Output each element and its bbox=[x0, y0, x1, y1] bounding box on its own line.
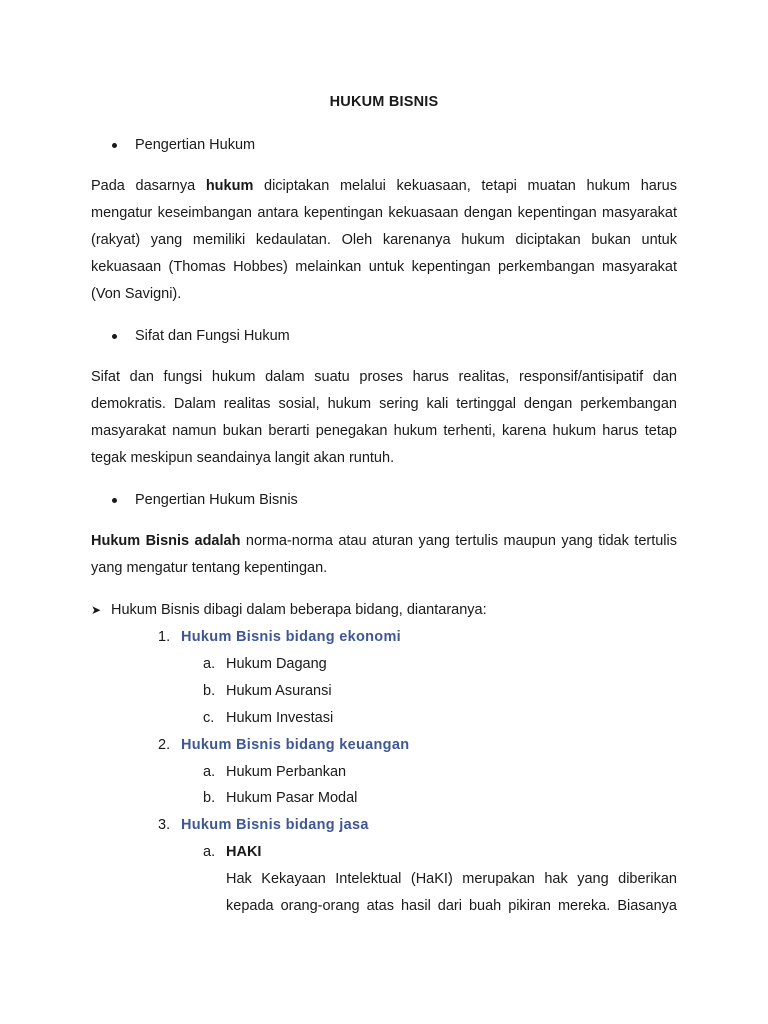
sub-item: a. Hukum Dagang bbox=[203, 656, 327, 672]
numbered-item-field-3: 3. Hukum Bisnis bidang jasa bbox=[158, 817, 369, 833]
paragraph-haki: Hak Kekayaan Intelektual (HaKI) merupakan hak yang diberikan kepada orang-orang atas hasil dari buah pikiran mereka. Biasanya bbox=[226, 871, 677, 914]
document-title: HUKUM BISNIS bbox=[329, 94, 439, 110]
sub-item: a. Hukum Perbankan bbox=[203, 764, 347, 780]
paragraph-hukum-bisnis: Hukum Bisnis adalah norma-norma atau aturan yang tertulis maupun yang tidak tertulis yang mengatur tentang kepentingan. bbox=[91, 533, 677, 576]
bullet-dot bbox=[112, 334, 117, 339]
bullet-dot bbox=[112, 498, 117, 503]
arrow-bullet-icon: ➤ bbox=[91, 603, 102, 617]
bold-term-hukum-bisnis: Hukum Bisnis adalah bbox=[91, 533, 241, 549]
field-title: Hukum Bisnis bidang jasa bbox=[181, 817, 369, 833]
arrow-list-item: ➤ Hukum Bisnis dibagi dalam beberapa bidang, diantaranya: bbox=[91, 602, 487, 618]
bullet-dot bbox=[112, 143, 117, 148]
sub-item: b. Hukum Pasar Modal bbox=[203, 790, 358, 806]
bold-term-hukum: hukum bbox=[205, 178, 254, 194]
sub-item: c. Hukum Investasi bbox=[203, 710, 334, 726]
field-title: Hukum Bisnis bidang ekonomi bbox=[181, 629, 401, 645]
numbered-item-field-1: 1. Hukum Bisnis bidang ekonomi bbox=[158, 629, 401, 645]
field-title: Hukum Bisnis bidang keuangan bbox=[181, 737, 410, 753]
numbered-item-field-2: 2. Hukum Bisnis bidang keuangan bbox=[158, 737, 410, 753]
sub-item: b. Hukum Asuransi bbox=[203, 683, 332, 699]
document-page: HUKUM BISNIS Pengertian Hukum Pada dasarnya hukum diciptakan melalui kekuasaan, tetapi muatan hukum harus mengatur keseimbangan antara kepentingan kekuasaan dengan kepentingan masyarakat (rakyat) yang memiliki kedaulatan. Oleh karenanya hukum diciptakan bukan untuk kekuasaan (Thomas Hobbes) melainkan untuk kepentingan perkembangan masyarakat (Von Savigni). Sifat dan Fungsi Hukum Sifat dan fungsi hukum dalam suatu proses harus realitas, responsif/antisipatif dan demokratis. Dalam realitas sosial, hukum sering kali tertinggal dengan perkembangan masyarakat namun bukan berarti penegakan hukum terhenti, karena hukum harus tetap tegak meskipun seandainya langit akan runtuh. Pengertian Hukum Bisnis Hukum Bisnis adalah norma-norma atau aturan yang tertulis maupun yang tidak tertulis yang mengatur tentang kepentingan. ➤ Hukum Bisnis dibagi dalam beberapa bidang, diantaranya: 1. Hukum Bisnis bidang ekonomi a. Hukum Dagang b. Hukum Asuransi c. Hukum Investasi 2. Hukum Bisnis bidang keuangan a. Hukum Perbankan b. Hukum Pasar Modal 3. Hukum Bisnis bidang jasa a. HAKI Hak Kekayaan Intelektual (HaKI) merupakan hak yang diberikan kepada orang-orang atas hasil dari buah pikiran mereka. Biasanya bbox=[0, 0, 768, 1024]
paragraph-sifat-fungsi: Sifat dan fungsi hukum dalam suatu proses harus realitas, responsif/antisipatif dan demokratis. Dalam realitas sosial, hukum sering kali tertinggal dengan perkembangan masyarakat namun bukan berarti penegakan hukum terhenti, karena hukum harus tetap tegak meskipun seandainya langit akan runtuh. bbox=[91, 369, 677, 466]
sub-item-haki: a. HAKI bbox=[203, 844, 262, 860]
paragraph-pengertian-hukum: Pada dasarnya hukum diciptakan melalui kekuasaan, tetapi muatan hukum harus mengatur keseimbangan antara kepentingan kekuasaan dengan kepentingan masyarakat (rakyat) yang memiliki kedaulatan. Oleh karenanya hukum diciptakan bukan untuk kekuasaan (Thomas Hobbes) melainkan untuk kepentingan perkembangan masyarakat (Von Savigni). bbox=[91, 178, 677, 302]
